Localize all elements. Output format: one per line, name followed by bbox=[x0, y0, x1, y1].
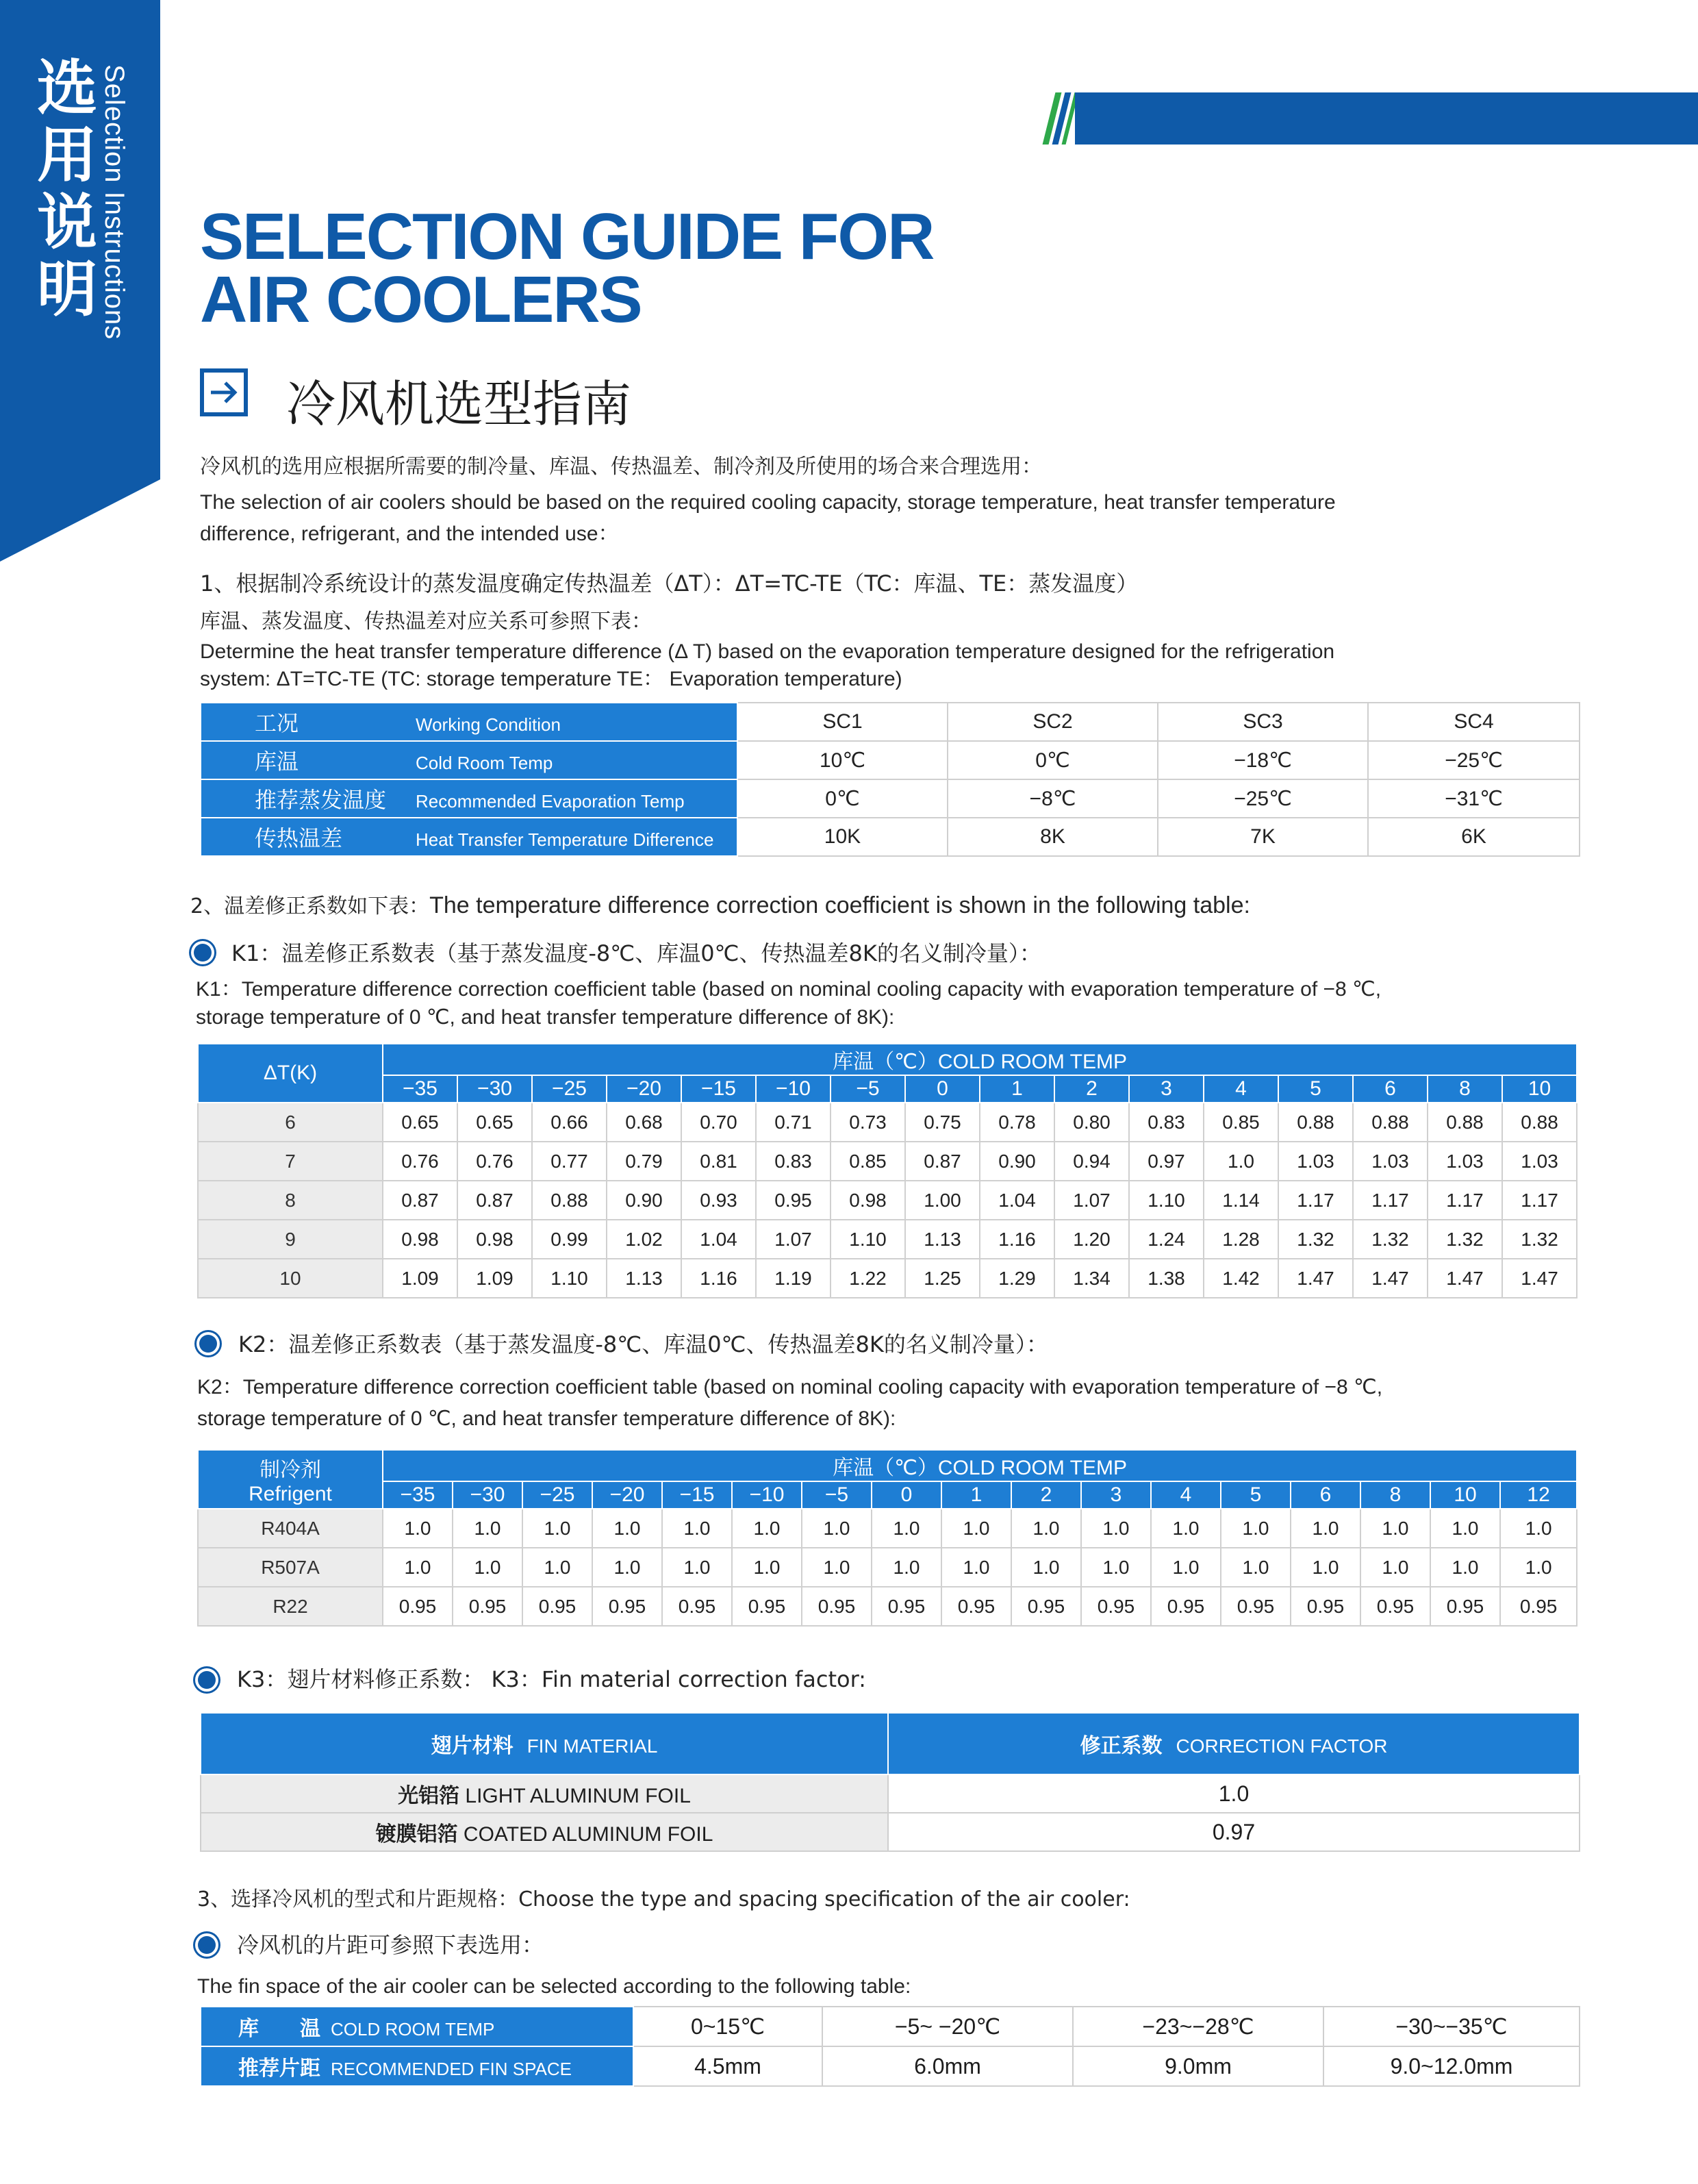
column-header: −35 bbox=[383, 1481, 453, 1509]
table-cell: 1.0 bbox=[1291, 1509, 1360, 1548]
fin-space-table bbox=[200, 2006, 1580, 2087]
column-header: 5 bbox=[1278, 1075, 1353, 1103]
table-cell: 0.93 bbox=[681, 1181, 756, 1220]
column-header: 2 bbox=[1011, 1481, 1081, 1509]
column-header: 0 bbox=[872, 1481, 941, 1509]
table-cell: 1.0 bbox=[662, 1548, 732, 1587]
table-cell: 1.29 bbox=[980, 1259, 1054, 1298]
table-cell: −31℃ bbox=[1368, 779, 1580, 818]
table-cell: 1.0 bbox=[802, 1509, 872, 1548]
table-cell: 0.66 bbox=[532, 1103, 607, 1142]
table-cell: 1.0 bbox=[453, 1548, 522, 1587]
table-cell: 0.97 bbox=[888, 1813, 1580, 1851]
row-label-cn: 推荐蒸发温度 bbox=[255, 787, 387, 813]
table-cell: 0.88 bbox=[532, 1181, 607, 1220]
table-cell: 1.0 bbox=[1430, 1548, 1500, 1587]
table-cell: −18℃ bbox=[1158, 741, 1368, 779]
table-row bbox=[198, 1103, 1577, 1142]
step2-heading-cn: 2、温差修正系数如下表： bbox=[190, 894, 430, 918]
table-row bbox=[201, 1813, 1580, 1851]
table-cell: 1.02 bbox=[607, 1220, 681, 1259]
table-cell: 1.0 bbox=[522, 1548, 592, 1587]
table-cell: 1.47 bbox=[1353, 1259, 1428, 1298]
table-cell: 0.97 bbox=[1129, 1142, 1204, 1181]
table-cell: 1.09 bbox=[383, 1259, 457, 1298]
table-cell: 1.47 bbox=[1428, 1259, 1502, 1298]
table-cell: 0.75 bbox=[905, 1103, 980, 1142]
table-cell: 0.95 bbox=[1011, 1587, 1081, 1626]
table-cell: 1.13 bbox=[905, 1220, 980, 1259]
table-cell: 0.95 bbox=[1500, 1587, 1577, 1626]
column-header: 3 bbox=[1081, 1481, 1151, 1509]
table-row bbox=[201, 741, 1580, 779]
table-cell: 1.0 bbox=[1151, 1548, 1221, 1587]
table-cell: −25℃ bbox=[1368, 741, 1580, 779]
row-label-en: Working Condition bbox=[416, 714, 561, 735]
table-cell: 1.24 bbox=[1129, 1220, 1204, 1259]
table-cell: 0.83 bbox=[1129, 1103, 1204, 1142]
sidebar-char: 明 bbox=[36, 254, 97, 325]
column-header: 6 bbox=[1353, 1075, 1428, 1103]
row-label: 8 bbox=[198, 1181, 383, 1220]
table-cell: 1.0 bbox=[872, 1548, 941, 1587]
table-cell: −25℃ bbox=[1158, 779, 1368, 818]
table-cell: 0.73 bbox=[831, 1103, 905, 1142]
intro-en-2: difference, refrigerant, and the intended use： bbox=[200, 523, 619, 545]
table-cell: 6K bbox=[1368, 818, 1580, 856]
header-bar bbox=[1075, 92, 1698, 145]
table-row bbox=[201, 2007, 1580, 2046]
k1-desc-en-2: storage temperature of 0 ℃, and heat transfer temperature difference of 8K): bbox=[196, 1006, 895, 1029]
table-row bbox=[201, 818, 1580, 856]
table-cell: 1.0 bbox=[1011, 1548, 1081, 1587]
table-cell: 1.0 bbox=[1430, 1509, 1500, 1548]
table-row bbox=[201, 1774, 1580, 1813]
table-cell: 0.94 bbox=[1054, 1142, 1129, 1181]
table-cell: SC1 bbox=[737, 703, 948, 741]
table-cell: −30~−35℃ bbox=[1323, 2007, 1580, 2046]
table-cell: 1.09 bbox=[457, 1259, 532, 1298]
table-row bbox=[198, 1587, 1577, 1626]
table-row bbox=[198, 1142, 1577, 1181]
table-cell: 1.03 bbox=[1502, 1142, 1577, 1181]
table-cell: 1.03 bbox=[1428, 1142, 1502, 1181]
k2-desc-en-2: storage temperature of 0 ℃, and heat transfer temperature difference of 8K): bbox=[197, 1407, 896, 1430]
table-cell: 1.0 bbox=[592, 1509, 662, 1548]
k3-heading: K3：翅片材料修正系数： K3：Fin material correction factor: bbox=[237, 1666, 866, 1692]
table-cell: 0.76 bbox=[457, 1142, 532, 1181]
table-cell: 1.0 bbox=[1221, 1548, 1291, 1587]
column-header: 3 bbox=[1129, 1075, 1204, 1103]
row-label-cn: 传热温差 bbox=[255, 825, 343, 851]
table-cell: 0.80 bbox=[1054, 1103, 1129, 1142]
k2-coefficient-table bbox=[197, 1449, 1577, 1627]
table-cell: 0℃ bbox=[737, 779, 948, 818]
table-cell: 1.47 bbox=[1278, 1259, 1353, 1298]
table-cell: 1.03 bbox=[1278, 1142, 1353, 1181]
table-cell: 1.0 bbox=[1221, 1509, 1291, 1548]
table-cell: 1.07 bbox=[756, 1220, 831, 1259]
page-title: SELECTION GUIDE FOR AIR COOLERS bbox=[200, 200, 934, 336]
column-header: −30 bbox=[453, 1481, 522, 1509]
table-cell: 0.87 bbox=[383, 1181, 457, 1220]
table-cell: 0.98 bbox=[831, 1181, 905, 1220]
table-cell: 0.95 bbox=[662, 1587, 732, 1626]
row-label: 6 bbox=[198, 1103, 383, 1142]
table-cell: 1.10 bbox=[532, 1259, 607, 1298]
table-cell: 0.99 bbox=[532, 1220, 607, 1259]
column-header: −15 bbox=[681, 1075, 756, 1103]
sidebar-char: 选 bbox=[36, 53, 97, 123]
table-cell: 0℃ bbox=[948, 741, 1158, 779]
table-cell: 1.42 bbox=[1204, 1259, 1278, 1298]
table-cell: 0.95 bbox=[872, 1587, 941, 1626]
table-cell: 6.0mm bbox=[822, 2046, 1073, 2086]
table-cell: 1.0 bbox=[1500, 1509, 1577, 1548]
row-label: R507A bbox=[198, 1548, 383, 1587]
fin-material-table bbox=[200, 1712, 1580, 1852]
table-cell: 0.98 bbox=[457, 1220, 532, 1259]
table-cell: 1.13 bbox=[607, 1259, 681, 1298]
column-header: −35 bbox=[383, 1075, 457, 1103]
table-cell: 1.0 bbox=[662, 1509, 732, 1548]
step2-heading-en: The temperature difference correction coefficient is shown in the following table: bbox=[429, 892, 1250, 918]
table-cell: 0.95 bbox=[1360, 1587, 1430, 1626]
column-header: 12 bbox=[1500, 1481, 1577, 1509]
column-header: −20 bbox=[592, 1481, 662, 1509]
table-cell: 1.17 bbox=[1428, 1181, 1502, 1220]
k1-coefficient-table bbox=[197, 1043, 1577, 1298]
column-header: 10 bbox=[1502, 1075, 1577, 1103]
column-header: 0 bbox=[905, 1075, 980, 1103]
page-subtitle: 冷风机选型指南 bbox=[286, 375, 632, 433]
column-header: −25 bbox=[522, 1481, 592, 1509]
column-header: −30 bbox=[457, 1075, 532, 1103]
k1-table-body bbox=[198, 1103, 1577, 1298]
table-cell: 0.81 bbox=[681, 1142, 756, 1181]
table-cell: 0.95 bbox=[732, 1587, 802, 1626]
step2-heading bbox=[190, 890, 1250, 922]
table-cell: 1.00 bbox=[905, 1181, 980, 1220]
table-cell: 9.0~12.0mm bbox=[1323, 2046, 1580, 2086]
row-label-en: Heat Transfer Temperature Difference bbox=[416, 829, 714, 850]
circle-bullet-icon bbox=[198, 1936, 216, 1954]
sidebar-char: 说 bbox=[36, 187, 97, 258]
k2-table-body bbox=[198, 1509, 1577, 1626]
column-header: 5 bbox=[1221, 1481, 1291, 1509]
table-cell: 1.19 bbox=[756, 1259, 831, 1298]
table-cell: 0.90 bbox=[607, 1181, 681, 1220]
table-cell: 10℃ bbox=[737, 741, 948, 779]
table-cell: 1.0 bbox=[732, 1509, 802, 1548]
fin-material-cell: 光铝箔 LIGHT ALUMINUM FOIL bbox=[201, 1774, 888, 1813]
row-label: R22 bbox=[198, 1587, 383, 1626]
k1-group-header: 库温（℃）COLD ROOM TEMP bbox=[383, 1044, 1577, 1075]
working-condition-table bbox=[200, 702, 1580, 857]
row-label-en: Cold Room Temp bbox=[416, 753, 553, 773]
table-cell: 0.95 bbox=[453, 1587, 522, 1626]
row-label-en: Recommended Evaporation Temp bbox=[416, 791, 685, 812]
table-cell: 1.32 bbox=[1502, 1220, 1577, 1259]
table-cell: 1.38 bbox=[1129, 1259, 1204, 1298]
table-cell: 0.85 bbox=[831, 1142, 905, 1181]
row-label: 7 bbox=[198, 1142, 383, 1181]
table-cell: 1.32 bbox=[1353, 1220, 1428, 1259]
k1-heading-cn: K1：温差修正系数表（基于蒸发温度-8℃、库温0℃、传热温差8K的名义制冷量）： bbox=[231, 940, 1041, 966]
table-cell: 1.0 bbox=[1081, 1548, 1151, 1587]
table-cell: 4.5mm bbox=[633, 2046, 822, 2086]
column-header: −10 bbox=[756, 1075, 831, 1103]
table-cell: 10K bbox=[737, 818, 948, 856]
table-cell: 1.0 bbox=[1360, 1548, 1430, 1587]
table-cell: 1.04 bbox=[681, 1220, 756, 1259]
row-label: 9 bbox=[198, 1220, 383, 1259]
table-cell: 0.76 bbox=[383, 1142, 457, 1181]
column-header: 10 bbox=[1430, 1481, 1500, 1509]
table-cell: 0.95 bbox=[592, 1587, 662, 1626]
column-header: 4 bbox=[1151, 1481, 1221, 1509]
row-label: 推荐片距 RECOMMENDED FIN SPACE bbox=[201, 2046, 633, 2086]
table-row bbox=[201, 2046, 1580, 2086]
table-cell: 0.95 bbox=[1291, 1587, 1360, 1626]
table-cell: 1.0 bbox=[802, 1548, 872, 1587]
k2-row-header bbox=[198, 1450, 383, 1509]
correction-factor-header: 修正系数 CORRECTION FACTOR bbox=[888, 1713, 1580, 1774]
column-header: 8 bbox=[1360, 1481, 1430, 1509]
table-cell: 1.14 bbox=[1204, 1181, 1278, 1220]
table-cell: 0.87 bbox=[905, 1142, 980, 1181]
circle-bullet-icon bbox=[198, 1671, 216, 1689]
table-cell: SC4 bbox=[1368, 703, 1580, 741]
table-cell: 1.0 bbox=[1081, 1509, 1151, 1548]
table-cell: 0.95 bbox=[1081, 1587, 1151, 1626]
table-cell: 0.95 bbox=[1430, 1587, 1500, 1626]
table-cell: 0.88 bbox=[1428, 1103, 1502, 1142]
table-cell: 7K bbox=[1158, 818, 1368, 856]
step1-en-2: system: ΔT=TC-TE (TC: storage temperature TE： Evaporation temperature) bbox=[200, 668, 902, 690]
table-cell: 0.95 bbox=[756, 1181, 831, 1220]
table-cell: 1.0 bbox=[1151, 1509, 1221, 1548]
table-cell: 1.32 bbox=[1278, 1220, 1353, 1259]
fin-material-cell: 镀膜铝箔 COATED ALUMINUM FOIL bbox=[201, 1813, 888, 1851]
column-header: −20 bbox=[607, 1075, 681, 1103]
table-cell: 1.04 bbox=[980, 1181, 1054, 1220]
table-cell: 0.98 bbox=[383, 1220, 457, 1259]
table-cell: SC3 bbox=[1158, 703, 1368, 741]
table-cell: −23~−28℃ bbox=[1073, 2007, 1323, 2046]
table-row bbox=[201, 703, 1580, 741]
sidebar-title-cn bbox=[33, 55, 101, 323]
column-header: 6 bbox=[1291, 1481, 1360, 1509]
column-header: 8 bbox=[1428, 1075, 1502, 1103]
column-header: −10 bbox=[732, 1481, 802, 1509]
table-cell: 1.0 bbox=[522, 1509, 592, 1548]
table-cell: 1.03 bbox=[1353, 1142, 1428, 1181]
table-cell: 1.28 bbox=[1204, 1220, 1278, 1259]
table-cell: 1.34 bbox=[1054, 1259, 1129, 1298]
table-cell: 1.47 bbox=[1502, 1259, 1577, 1298]
table-cell: 0.95 bbox=[1221, 1587, 1291, 1626]
table-cell: 1.0 bbox=[592, 1548, 662, 1587]
table-row bbox=[198, 1259, 1577, 1298]
table-cell: 1.16 bbox=[681, 1259, 756, 1298]
table-cell: 1.0 bbox=[941, 1548, 1011, 1587]
table-cell: 0.88 bbox=[1278, 1103, 1353, 1142]
table-cell: 1.0 bbox=[1500, 1548, 1577, 1587]
table-cell: 1.32 bbox=[1428, 1220, 1502, 1259]
table-cell: 0.79 bbox=[607, 1142, 681, 1181]
k1-row-header: ΔT(K) bbox=[198, 1044, 383, 1103]
table-cell: 1.0 bbox=[732, 1548, 802, 1587]
table-cell: 0.88 bbox=[1502, 1103, 1577, 1142]
step3-sub-cn: 冷风机的片距可参照下表选用： bbox=[237, 1932, 544, 1958]
step1-en-1: Determine the heat transfer temperature difference (Δ T) based on the evaporation temperature designed for the refrigeration bbox=[200, 640, 1335, 663]
table-cell: 1.0 bbox=[1204, 1142, 1278, 1181]
row-label-cn: 工况 bbox=[255, 710, 299, 736]
circle-bullet-icon bbox=[194, 944, 212, 962]
table-cell: 1.25 bbox=[905, 1259, 980, 1298]
column-header: 2 bbox=[1054, 1075, 1129, 1103]
table-cell: 1.0 bbox=[383, 1509, 453, 1548]
intro-en-1: The selection of air coolers should be based on the required cooling capacity, storage temperature, heat transfer temperature bbox=[200, 491, 1336, 514]
k2-row-header-en: Refrigent bbox=[249, 1483, 332, 1505]
table-cell: 1.0 bbox=[941, 1509, 1011, 1548]
table-row bbox=[201, 779, 1580, 818]
sidebar-title-en: Selection Instructions bbox=[99, 64, 129, 340]
table-cell: 1.10 bbox=[831, 1220, 905, 1259]
table-cell: 0.95 bbox=[383, 1587, 453, 1626]
arrow-right-icon bbox=[200, 368, 248, 416]
column-header: −25 bbox=[532, 1075, 607, 1103]
table-cell: 1.0 bbox=[1011, 1509, 1081, 1548]
table-cell: 1.07 bbox=[1054, 1181, 1129, 1220]
table-cell: 0.71 bbox=[756, 1103, 831, 1142]
step3-sub-en: The fin space of the air cooler can be selected according to the following table: bbox=[197, 1975, 911, 1998]
row-label: 库 温 COLD ROOM TEMP bbox=[201, 2007, 633, 2046]
table-cell: 1.0 bbox=[1291, 1548, 1360, 1587]
table-cell: 1.0 bbox=[872, 1509, 941, 1548]
table-cell: SC2 bbox=[948, 703, 1158, 741]
k1-desc-en-1: K1：Temperature difference correction coefficient table (based on nominal cooling capacity with evaporation temperature of −8 ℃, bbox=[196, 978, 1382, 1001]
step1-cn-2: 库温、蒸发温度、传热温差对应关系可参照下表： bbox=[200, 610, 652, 633]
k2-row-header-cn: 制冷剂 bbox=[259, 1458, 321, 1482]
table-row bbox=[198, 1548, 1577, 1587]
table-cell: 0.90 bbox=[980, 1142, 1054, 1181]
sidebar-char: 用 bbox=[36, 120, 97, 190]
table-cell: 0.83 bbox=[756, 1142, 831, 1181]
column-header: −15 bbox=[662, 1481, 732, 1509]
column-header: −5 bbox=[802, 1481, 872, 1509]
table-row bbox=[198, 1509, 1577, 1548]
column-header: 4 bbox=[1204, 1075, 1278, 1103]
table-cell: 1.10 bbox=[1129, 1181, 1204, 1220]
table-cell: 8K bbox=[948, 818, 1158, 856]
table-cell: 1.16 bbox=[980, 1220, 1054, 1259]
table-row bbox=[198, 1181, 1577, 1220]
table-cell: 1.0 bbox=[453, 1509, 522, 1548]
table-cell: 1.17 bbox=[1353, 1181, 1428, 1220]
column-header: −5 bbox=[831, 1075, 905, 1103]
k2-heading-cn: K2：温差修正系数表（基于蒸发温度-8℃、库温0℃、传热温差8K的名义制冷量）： bbox=[238, 1331, 1048, 1357]
table-cell: 0~15℃ bbox=[633, 2007, 822, 2046]
row-label: R404A bbox=[198, 1509, 383, 1548]
table-cell: 0.78 bbox=[980, 1103, 1054, 1142]
table-cell: 1.0 bbox=[888, 1774, 1580, 1813]
table-cell: −5~ −20℃ bbox=[822, 2007, 1073, 2046]
table-cell: 1.17 bbox=[1278, 1181, 1353, 1220]
k1-column-headers bbox=[198, 1075, 1577, 1103]
circle-bullet-icon bbox=[199, 1335, 217, 1353]
k2-column-headers bbox=[198, 1481, 1577, 1509]
row-label: 10 bbox=[198, 1259, 383, 1298]
table-cell: 9.0mm bbox=[1073, 2046, 1323, 2086]
table-cell: 0.95 bbox=[941, 1587, 1011, 1626]
k2-group-header: 库温（℃）COLD ROOM TEMP bbox=[383, 1450, 1577, 1481]
column-header: 1 bbox=[941, 1481, 1011, 1509]
table-cell: 0.95 bbox=[522, 1587, 592, 1626]
table-cell: 0.95 bbox=[1151, 1587, 1221, 1626]
table-cell: 1.17 bbox=[1502, 1181, 1577, 1220]
table-cell: 1.0 bbox=[383, 1548, 453, 1587]
table-cell: 0.95 bbox=[802, 1587, 872, 1626]
table-cell: 0.87 bbox=[457, 1181, 532, 1220]
intro-cn: 冷风机的选用应根据所需要的制冷量、库温、传热温差、制冷剂及所使用的场合来合理选用： bbox=[200, 455, 1042, 479]
table-cell: −8℃ bbox=[948, 779, 1158, 818]
table-cell: 0.88 bbox=[1353, 1103, 1428, 1142]
table-cell: 1.22 bbox=[831, 1259, 905, 1298]
k2-desc-en-1: K2：Temperature difference correction coefficient table (based on nominal cooling capacity with evaporation temperature of −8 ℃, bbox=[197, 1376, 1383, 1398]
table-cell: 0.65 bbox=[383, 1103, 457, 1142]
table-cell: 0.77 bbox=[532, 1142, 607, 1181]
step1-cn-1: 1、根据制冷系统设计的蒸发温度确定传热温差（ΔT）：ΔT=TC-TE（TC：库温、TE：蒸发温度） bbox=[200, 570, 1139, 597]
column-header: 1 bbox=[980, 1075, 1054, 1103]
table-cell: 0.68 bbox=[607, 1103, 681, 1142]
table-row bbox=[198, 1220, 1577, 1259]
row-label-cn: 库温 bbox=[255, 749, 299, 775]
table-cell: 1.20 bbox=[1054, 1220, 1129, 1259]
fin-material-header: 翅片材料 FIN MATERIAL bbox=[201, 1713, 888, 1774]
step3-heading: 3、选择冷风机的型式和片距规格：Choose the type and spacing specification of the air cooler: bbox=[197, 1887, 1130, 1911]
table-cell: 0.85 bbox=[1204, 1103, 1278, 1142]
table-cell: 0.70 bbox=[681, 1103, 756, 1142]
table-cell: 1.0 bbox=[1360, 1509, 1430, 1548]
table-cell: 0.65 bbox=[457, 1103, 532, 1142]
